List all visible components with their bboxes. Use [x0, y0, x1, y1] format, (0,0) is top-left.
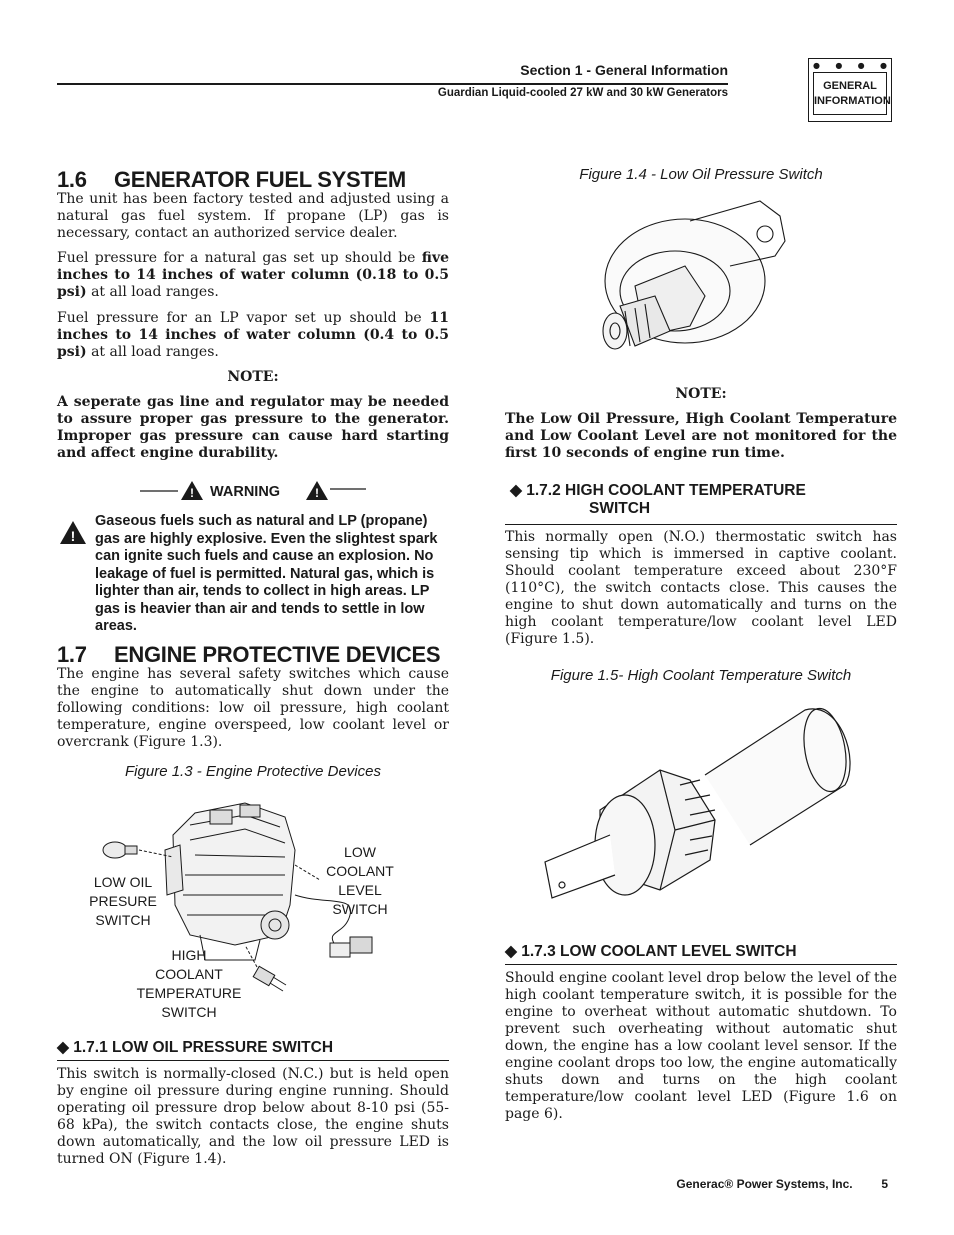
page-number: 5 — [881, 1177, 888, 1191]
warning-label: WARNING — [210, 484, 281, 500]
subheading-rule-1-7-3 — [505, 964, 897, 965]
subheading-rule-1-7-1 — [57, 1060, 449, 1061]
figure-1-3-caption: Figure 1.3 - Engine Protective Devices — [125, 763, 381, 780]
fuel-system-paragraph-3: Fuel pressure for an LP vapor set up should be 11 inches to 14 inches of water column (0.4 to 0.5 psi) at all load ranges. — [57, 310, 449, 360]
header-section-title: Section 1 - General Information — [520, 62, 728, 78]
fuel-system-paragraph-1: The unit has been factory tested and adjusted using a natural gas fuel system. If propane (LP) gas is necessary, contact an authorized service dealer. — [57, 191, 449, 241]
low-oil-pressure-switch-illustration — [590, 196, 805, 356]
subheading-rule-1-7-2 — [505, 524, 897, 525]
heading-generator-fuel-system: 1.6 GENERATOR FUEL SYSTEM — [57, 167, 406, 192]
high-coolant-temperature-switch-illustration — [540, 700, 860, 915]
svg-text:!: ! — [190, 486, 194, 500]
header-rule — [57, 83, 728, 85]
note-text: A seperate gas line and regulator may be needed to assure proper gas pressure to the generator. Improper gas pressure can cause hard starting and affect engine durability. — [57, 394, 449, 461]
label-low-coolant-level-switch: LOW COOLANT LEVEL SWITCH — [326, 844, 394, 917]
note-label: NOTE: — [227, 369, 279, 385]
heading-1-7-1: ◆ 1.7.1 LOW OIL PRESSURE SWITCH — [57, 1039, 334, 1056]
tab-line-2: INFORMATION — [814, 95, 891, 107]
protective-devices-paragraph: The engine has several safety switches which cause the engine to automatically shut down under the following conditions: low oil pressure, high coolant temperature, engine overspeed, low coolant level or overcrank (Figure 1.3). — [57, 666, 449, 750]
label-low-oil-pressure-switch: LOW OIL PRESURE SWITCH — [89, 874, 157, 928]
figure-1-4-caption: Figure 1.4 - Low Oil Pressure Switch — [579, 166, 823, 183]
warning-banner — [140, 480, 366, 504]
heading-1-7-3: ◆ 1.7.3 LOW COOLANT LEVEL SWITCH — [505, 943, 797, 960]
low-coolant-level-paragraph: Should engine coolant level drop below the level of the high coolant temperature switch, it is possible for the engine to overheat without automatic shutdown. To prevent such overheating without automatic shut down, the engine has a low coolant level sensor. If the engine coolant drops too low, the engine automatically shuts down and turns on the high coolant temperature/low coolant level LED (Figure 1.6 on page 6). — [505, 970, 897, 1122]
svg-text:!: ! — [70, 528, 76, 544]
warning-text: Gaseous fuels such as natural and LP (propane) gas are highly explosive. Even the slightest spark can ignite such fuels and cause an explosion. No leakage of fuel is permitted. Natural gas, which is lighter than air, tends to collect in high areas. LP gas is heavier than air and tends to settle in low areas. — [95, 513, 438, 634]
right-note-text: The Low Oil Pressure, High Coolant Temperature and Low Coolant Level are not monitored for the first 10 seconds of engine run time. — [505, 411, 897, 461]
warning-triangle-icon — [59, 520, 87, 546]
high-coolant-temperature-paragraph: This normally open (N.O.) thermostatic switch has sensing tip which is immersed in captive coolant. Should coolant temperature exceed about 230°F (110°C), the switch contacts close. This causes the engine to shut down automatically and turns on the high coolant temperature/low coolant level LED (Figure 1.5). — [505, 529, 897, 647]
heading-engine-protective-devices: 1.7 ENGINE PROTECTIVE DEVICES — [57, 642, 441, 667]
right-note-label: NOTE: — [675, 386, 727, 402]
section-tab: ● ● ● ● GENERAL INFORMATION — [808, 58, 892, 122]
svg-text:!: ! — [315, 486, 319, 500]
label-high-coolant-temperature-switch: HIGH COOLANT TEMPERATURE SWITCH — [136, 947, 242, 1020]
header-subtitle: Guardian Liquid-cooled 27 kW and 30 kW Generators — [437, 87, 728, 99]
figure-1-5-caption: Figure 1.5- High Coolant Temperature Switch — [550, 667, 852, 684]
tab-line-1: GENERAL — [823, 80, 877, 92]
fuel-system-paragraph-2: Fuel pressure for a natural gas set up should be five inches to 14 inches of water column (0.18 to 0.5 psi) at all load ranges. — [57, 250, 449, 300]
footer-company: Generac® Power Systems, Inc. — [676, 1177, 853, 1191]
heading-1-7-2: ◆ 1.7.2 HIGH COOLANT TEMPERATURE SWITCH — [510, 482, 806, 517]
low-oil-pressure-paragraph: This switch is normally-closed (N.C.) but is held open by engine oil pressure during engine running. Should operating oil pressure drop below about 8-10 psi (55-68 kPa), the switch contacts close, the engine shuts down automatically, and the low oil pressure LED is turned ON (Figure 1.4). — [57, 1066, 449, 1167]
footer — [676, 1177, 888, 1191]
